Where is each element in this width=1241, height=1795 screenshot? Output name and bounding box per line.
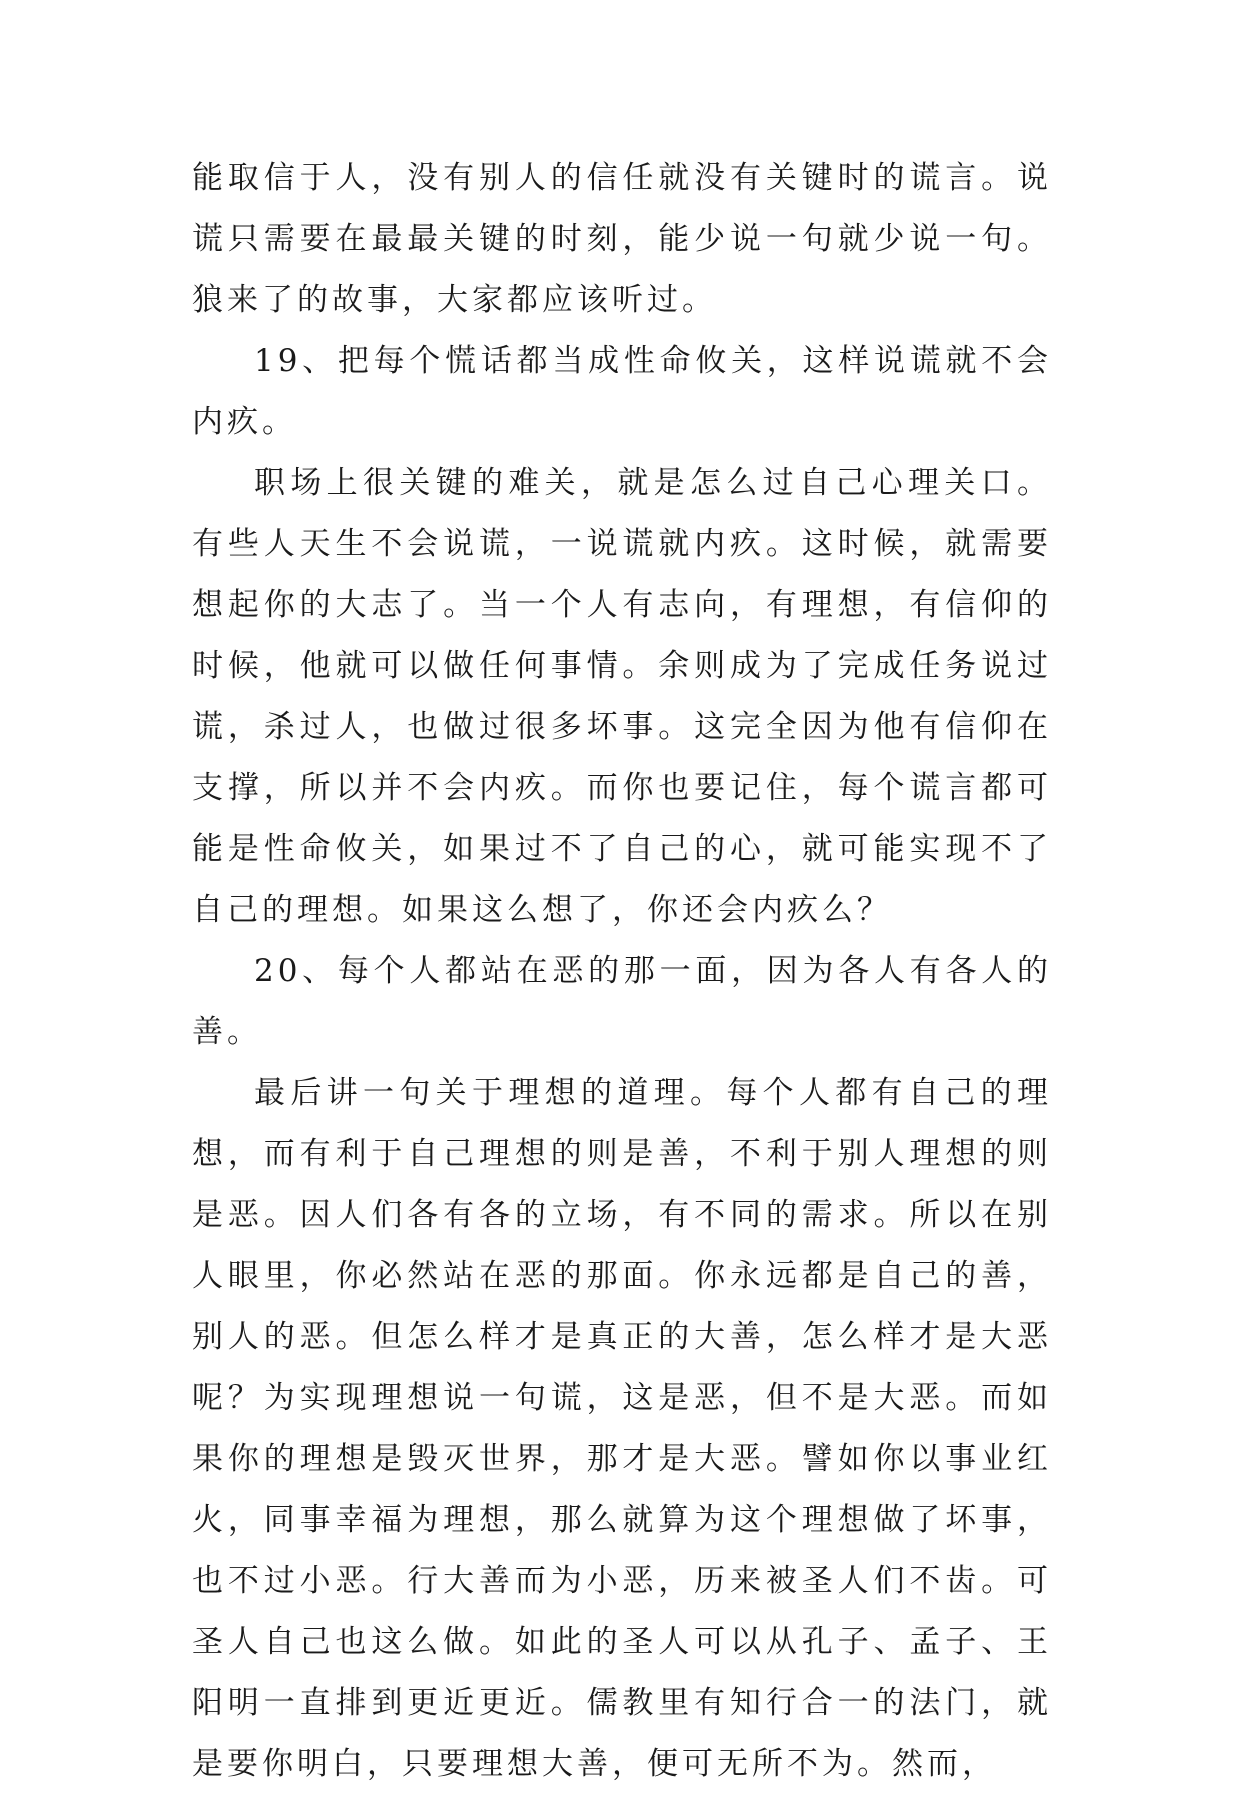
body-paragraph-3: 最后讲一句关于理想的道理。每个人都有自己的理想，而有利于自己理想的则是善，不利于别人理想的则是恶。因人们各有各的立场，有不同的需求。所以在别人眼里，你必然站在恶的那面。你永远都是自己的善，别人的恶。但怎么样才是真正的大善，怎么样才是大恶呢？为实现理想说一句谎，这是恶，但不是大恶。而如果你的理想是毁灭世界，那才是大恶。譬如你以事业红火，同事幸福为理想，那么就算为这个理想做了坏事，也不过小恶。行大善而为小恶，历来被圣人们不齿。可圣人自己也这么做。如此的圣人可以从孔子、孟子、王阳明一直排到更近更近。儒教里有知行合一的法门，就是要你明白，只要理想大善，便可无所不为。然而，	[192, 1075, 1052, 1782]
section-heading-19: 19、把每个慌话都当成性命攸关，这样说谎就不会内疚。	[192, 343, 1052, 440]
body-paragraph-1: 能取信于人，没有别人的信任就没有关键时的谎言。说谎只需要在最最关键的时刻，能少说一句就少说一句。狼来了的故事，大家都应该听过。	[192, 160, 1052, 318]
document-body	[192, 148, 1052, 1795]
body-paragraph-2: 职场上很关键的难关，就是怎么过自己心理关口。有些人天生不会说谎，一说谎就内疚。这时候，就需要想起你的大志了。当一个人有志向，有理想，有信仰的时候，他就可以做任何事情。余则成为了完成任务说过谎，杀过人，也做过很多坏事。这完全因为他有信仰在支撑，所以并不会内疚。而你也要记住，每个谎言都可能是性命攸关，如果过不了自己的心，就可能实现不了自己的理想。如果这么想了，你还会内疚么？	[192, 465, 1052, 928]
section-heading-20: 20、每个人都站在恶的那一面，因为各人有各人的善。	[192, 953, 1052, 1050]
